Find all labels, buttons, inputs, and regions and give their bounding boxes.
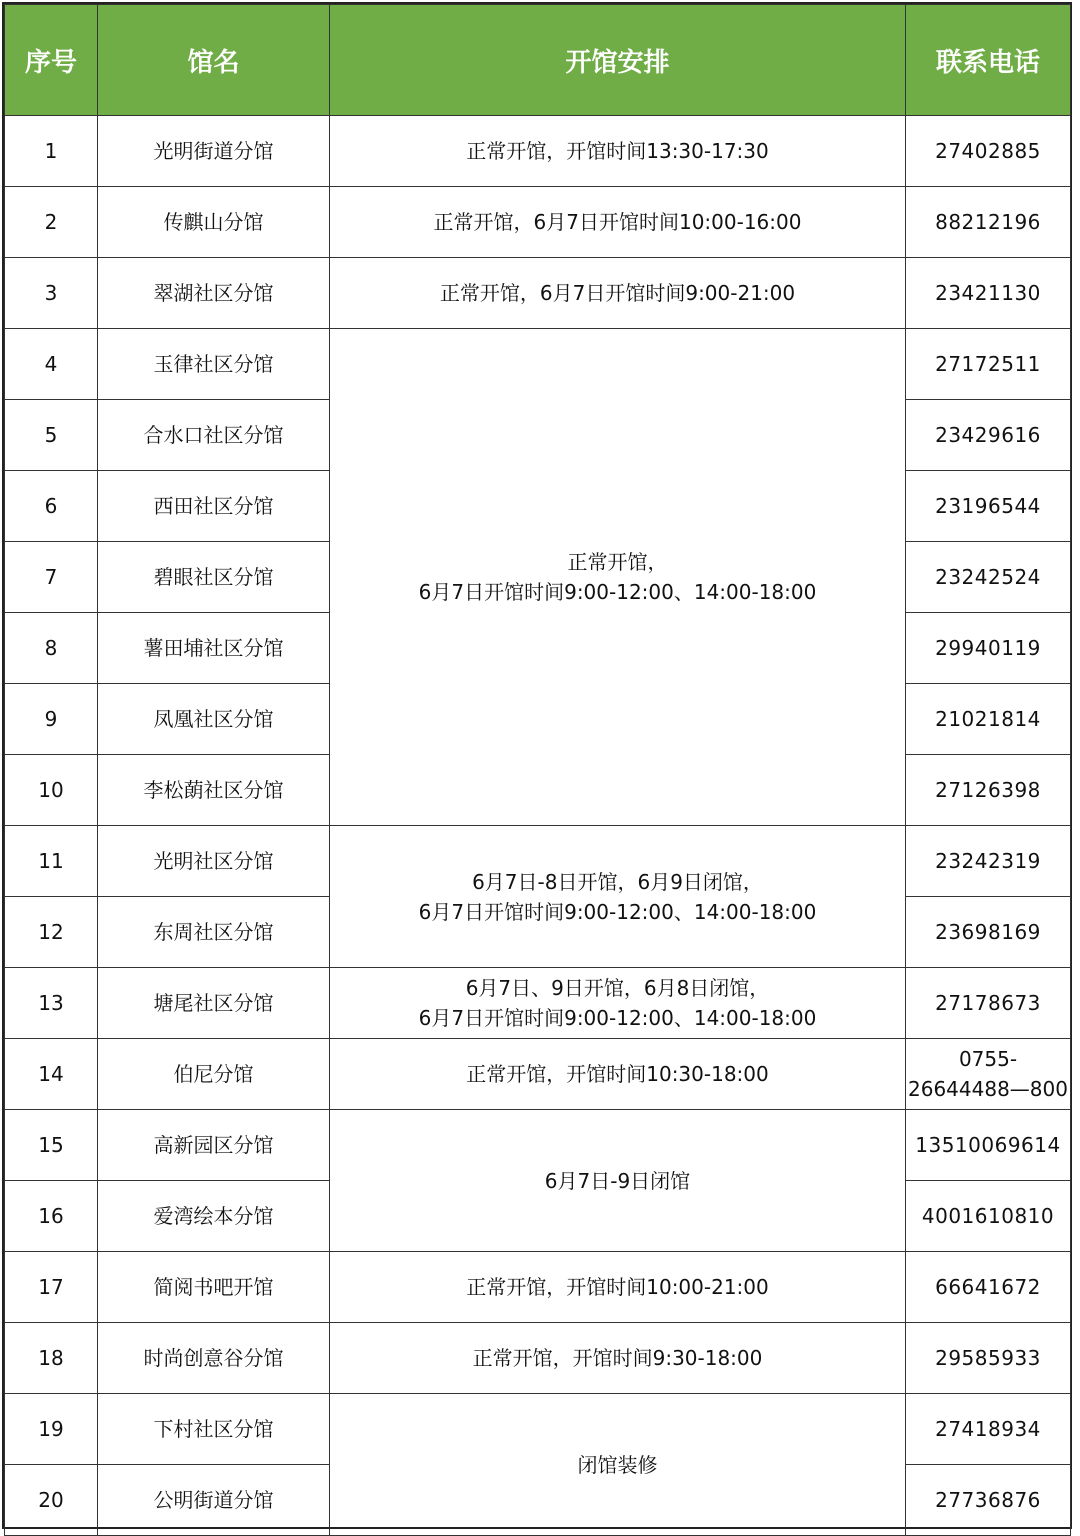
schedule-line: 6月7日、9日开馆，6月8日闭馆， (465, 976, 770, 1000)
row-number: 3 (5, 258, 98, 329)
phone-number: 66641672 (906, 1252, 1071, 1323)
library-schedule-table (4, 4, 1071, 1536)
schedule-line: 6月7日-8日开馆，6月9日闭馆， (472, 869, 763, 894)
phone-number: 29940119 (906, 613, 1071, 684)
table-row (5, 826, 1071, 897)
phone-number: 29585933 (906, 1323, 1071, 1394)
header-row (5, 5, 1071, 116)
schedule-cell-merged: 6月7日-9日闭馆 (330, 1110, 906, 1252)
row-number: 12 (5, 897, 98, 968)
library-name: 爱湾绘本分馆 (98, 1181, 330, 1252)
row-number: 1 (5, 116, 98, 187)
row-number: 20 (5, 1465, 98, 1536)
table-row (5, 1323, 1071, 1394)
library-name: 碧眼社区分馆 (98, 542, 330, 613)
library-name: 塘尾社区分馆 (98, 968, 330, 1039)
phone-number: 21021814 (906, 684, 1071, 755)
library-name: 公明街道分馆 (98, 1465, 330, 1536)
phone-number: 23421130 (906, 258, 1071, 329)
phone-number: 27402885 (906, 116, 1071, 187)
phone-number (906, 1039, 1071, 1110)
row-number: 14 (5, 1039, 98, 1110)
row-number: 7 (5, 542, 98, 613)
library-name: 时尚创意谷分馆 (98, 1323, 330, 1394)
table-row (5, 1039, 1071, 1110)
phone-number: 27178673 (906, 968, 1071, 1039)
schedule-cell: 正常开馆，开馆时间10:00-21:00 (330, 1252, 906, 1323)
phone-number: 27736876 (906, 1465, 1071, 1536)
table-row (5, 329, 1071, 400)
header-name: 馆名 (98, 5, 330, 116)
phone-number: 23429616 (906, 400, 1071, 471)
row-number: 10 (5, 755, 98, 826)
schedule-line: 正常开馆， (567, 550, 668, 574)
header-number: 序号 (5, 5, 98, 116)
table-row (5, 1110, 1071, 1181)
schedule-cell: 正常开馆，开馆时间9:30-18:00 (330, 1323, 906, 1394)
library-name: 西田社区分馆 (98, 471, 330, 542)
row-number: 13 (5, 968, 98, 1039)
row-number: 2 (5, 187, 98, 258)
phone-number: 88212196 (906, 187, 1071, 258)
schedule-cell-merged (330, 329, 906, 826)
phone-line: 26644488—800 (908, 1077, 1068, 1101)
row-number: 16 (5, 1181, 98, 1252)
phone-number: 23242319 (906, 826, 1071, 897)
schedule-cell: 正常开馆，6月7日开馆时间9:00-21:00 (330, 258, 906, 329)
phone-number: 13510069614 (906, 1110, 1071, 1181)
table-row (5, 187, 1071, 258)
phone-number: 23698169 (906, 897, 1071, 968)
library-name: 光明街道分馆 (98, 116, 330, 187)
table-row (5, 1394, 1071, 1465)
row-number: 4 (5, 329, 98, 400)
schedule-cell: 正常开馆，6月7日开馆时间10:00-16:00 (330, 187, 906, 258)
phone-number: 27126398 (906, 755, 1071, 826)
table-row (5, 258, 1071, 329)
library-name: 东周社区分馆 (98, 897, 330, 968)
row-number: 8 (5, 613, 98, 684)
phone-number: 23196544 (906, 471, 1071, 542)
schedule-cell-merged (330, 826, 906, 968)
row-number: 5 (5, 400, 98, 471)
library-name: 合水口社区分馆 (98, 400, 330, 471)
schedule-line: 6月7日开馆时间9:00-12:00、14:00-18:00 (418, 580, 817, 604)
library-name: 传麒山分馆 (98, 187, 330, 258)
library-name: 薯田埔社区分馆 (98, 613, 330, 684)
library-name: 玉律社区分馆 (98, 329, 330, 400)
schedule-line: 6月7日开馆时间9:00-12:00、14:00-18:00 (418, 1006, 817, 1030)
table-row (5, 1252, 1071, 1323)
schedule-cell (330, 968, 906, 1039)
row-number: 6 (5, 471, 98, 542)
library-name: 翠湖社区分馆 (98, 258, 330, 329)
library-name: 凤凰社区分馆 (98, 684, 330, 755)
library-name: 光明社区分馆 (98, 826, 330, 897)
header-phone: 联系电话 (906, 5, 1071, 116)
row-number: 17 (5, 1252, 98, 1323)
row-number: 11 (5, 826, 98, 897)
library-name: 简阅书吧开馆 (98, 1252, 330, 1323)
library-schedule-sheet (2, 2, 1072, 1529)
row-number: 15 (5, 1110, 98, 1181)
row-number: 19 (5, 1394, 98, 1465)
table-row (5, 968, 1071, 1039)
row-number: 18 (5, 1323, 98, 1394)
library-name: 伯尼分馆 (98, 1039, 330, 1110)
phone-line: 0755- (958, 1047, 1018, 1071)
header-schedule: 开馆安排 (330, 5, 906, 116)
phone-number: 27172511 (906, 329, 1071, 400)
phone-number: 4001610810 (906, 1181, 1071, 1252)
schedule-cell-merged: 闭馆装修 (330, 1394, 906, 1536)
table-row (5, 116, 1071, 187)
phone-number: 27418934 (906, 1394, 1071, 1465)
schedule-cell: 正常开馆，开馆时间13:30-17:30 (330, 116, 906, 187)
schedule-cell: 正常开馆，开馆时间10:30-18:00 (330, 1039, 906, 1110)
phone-number: 23242524 (906, 542, 1071, 613)
schedule-line: 6月7日开馆时间9:00-12:00、14:00-18:00 (418, 899, 817, 924)
library-name: 李松蓢社区分馆 (98, 755, 330, 826)
library-name: 下村社区分馆 (98, 1394, 330, 1465)
library-name: 高新园区分馆 (98, 1110, 330, 1181)
row-number: 9 (5, 684, 98, 755)
